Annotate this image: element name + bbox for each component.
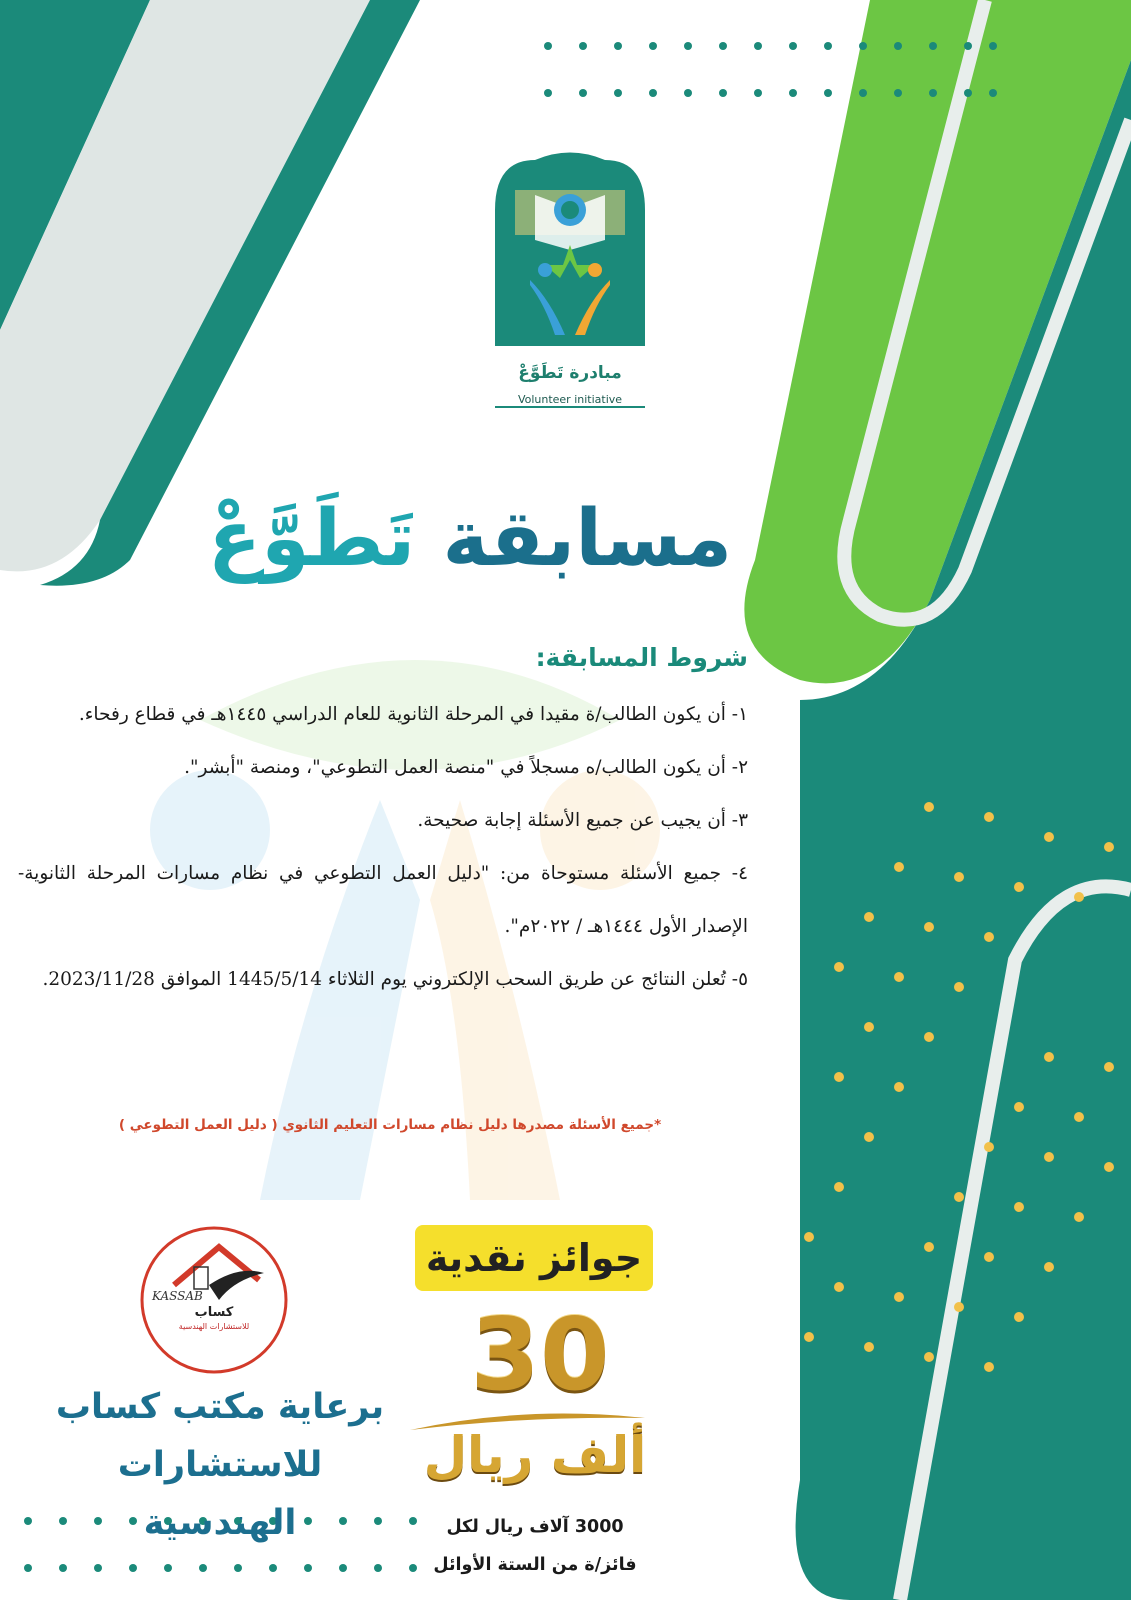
volunteer-initiative-logo xyxy=(495,150,645,420)
condition-item: ٥- تُعلن النتائج عن طريق السحب الإلكتروني يوم الثلاثاء 1445/5/14 الموافق 2023/11/28. xyxy=(42,969,748,990)
prize-detail xyxy=(420,1508,650,1584)
sponsor-line-1: برعاية مكتب كساب xyxy=(55,1387,385,1427)
logo-english-name: Volunteer initiative xyxy=(517,393,623,406)
sponsor-line-2: للاستشارات الهندسية xyxy=(117,1445,323,1543)
conditions-heading: شروط المسابقة: xyxy=(535,643,748,672)
title-word-competition: مسابقة xyxy=(442,494,733,584)
source-note: *جميع الأسئلة مصدرها دليل نظام مسارات التعليم الثانوي ( دليل العمل التطوعي ) xyxy=(118,1117,662,1133)
prize-detail-line-1: 3000 آلاف ريال لكل xyxy=(446,1517,624,1537)
title-word-volunteer: تَطَوَّعْ xyxy=(207,494,416,584)
conditions-list xyxy=(18,688,748,1006)
prize-unit: ألف ريال xyxy=(423,1426,647,1484)
prize-detail-line-2: فائز/ة من الستة الأوائل xyxy=(433,1555,637,1575)
kassab-latin-name: KASSAB xyxy=(152,1289,203,1303)
logo-arabic-name: مبادرة تَطَوَّعْ xyxy=(518,363,622,383)
kassab-arabic-name: كساب xyxy=(194,1305,234,1320)
condition-item: ٣- أن يجيب عن جميع الأسئلة إجابة صحيحة. xyxy=(417,810,748,831)
kassab-subtitle: للاستشارات الهندسية xyxy=(178,1322,250,1331)
sponsor-text xyxy=(40,1378,400,1552)
page-title xyxy=(190,494,750,584)
cash-prizes-badge: جوائز نقدية xyxy=(415,1225,653,1291)
condition-item: ١- أن يكون الطالب/ة مقيدا في المرحلة الثانوية للعام الدراسي ١٤٤٥هـ في قطاع رفحاء. xyxy=(78,704,748,725)
kassab-logo xyxy=(139,1225,289,1375)
condition-item: ٤- جميع الأسئلة مستوحاة من: "دليل العمل التطوعي في نظام مسارات المرحلة الثانوية- الإصدار الأول ١٤٤٤هـ / ٢٠٢٢م". xyxy=(18,863,748,937)
prize-amount: 30 xyxy=(470,1296,610,1413)
condition-item: ٢- أن يكون الطالب/ه مسجلاً في "منصة العمل التطوعي"، ومنصة "أبشر". xyxy=(184,757,748,778)
